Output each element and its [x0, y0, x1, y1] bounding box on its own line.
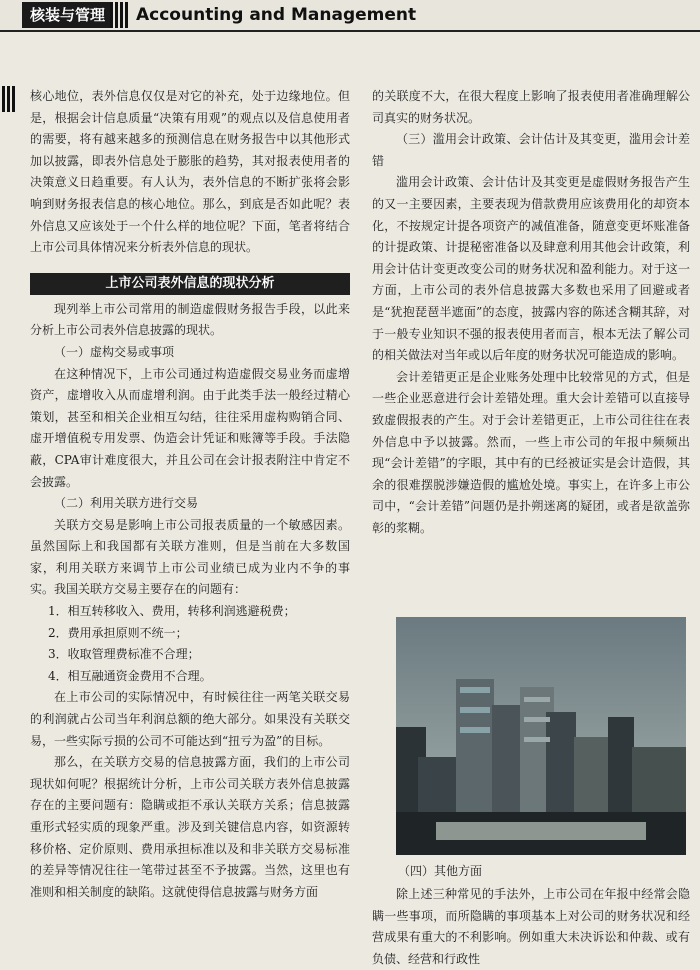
paragraph: 会计差错更正是企业账务处理中比较常见的方式，但是一些企业恶意进行会计差错处理。重大会计差错可以直接导致虚假报表的产生。对于会计差错更正，上市公司往往在表外信息中予以披露。然而，一些上市公司的年报中频频出现“会计差错”的字眼，其中有的已经被证实是会计造假，其余的很难摆脱涉嫌造假的尴尬处境。事实上，在许多上市公司中，“会计差错”问题仍是扑朔迷离的疑团，或者是欲盖弥彰的浆糊。 [372, 369, 690, 535]
paragraph: 核心地位，表外信息仅仅是对它的补充，处于边缘地位。但是，根据会计信息质量“决策有用观”的观点以及信息使用者的需要，将有越来越多的预测信息在财务报告中以其他形式加以披露，即表外信息处于膨胀的趋势，其对报表使用者的决策意义日趋重要。有人认为，表外信息的不断扩张将会影响到财务报表信息的核心地位。那么，到底是否如此呢？表外信息又应该处于一个什么样的地位呢？下面，笔者将结合上市公司具体情况来分析表外信息的现状。 [30, 89, 350, 255]
list-item: 2．费用承担原则不统一； [48, 625, 188, 640]
page-header [0, 0, 700, 32]
left-column [30, 86, 350, 903]
section-label-cn: 核装与管理 [22, 2, 113, 28]
subheading: （一）虚构交易或事项 [54, 344, 175, 359]
skyline-illustration [396, 617, 686, 855]
paragraph: 的关联度不大，在很大程度上影响了报表使用者准确理解公司真实的财务状况。 [372, 89, 690, 125]
right-column [372, 86, 690, 539]
paragraph: 除上述三种常见的手法外，上市公司在年报中经常会隐瞒一些事项，而所隐瞒的事项基本上对公司的财务状况和经营成果有重大的不利影响。例如重大未决诉讼和仲裁、或有负债、经营和行政性 [372, 887, 690, 966]
paragraph: 在这种情况下，上市公司通过构造虚假交易业务而虚增资产，虚增收入从而虚增利润。由于此类手法一般经过精心策划，甚至和相关企业相互勾结，往往采用虚构购销合同、虚开增值税专用发票、伪造会计凭证和账簿等手段。手法隐蔽，CPA审计难度很大，并且公司在会计报表附注中肯定不会披露。 [30, 366, 350, 489]
section-label-en: Accounting and Management [136, 5, 417, 25]
paragraph: 在上市公司的实际情况中，有时候往往一两笔关联交易的利润就占公司当年利润总额的绝大部分。如果没有关联交易，一些实际亏损的公司不可能达到“扭亏为盈”的目标。 [30, 690, 350, 748]
list-item: 1．相互转移收入、费用，转移利润逃避税费； [48, 604, 296, 619]
subheading: （四）其他方面 [398, 864, 483, 878]
paragraph: 那么，在关联方交易的信息披露方面，我们的上市公司现状如何呢？根据统计分析，上市公司关联方表外信息披露存在的主要问题有：隐瞒或拒不承认关联方关系；信息披露重形式轻实质的现象严重。涉及到关键信息内容，如资源转移价格、定价原则、费用承担标准以及和非关联方交易标准的差异等情况往往一笔带过甚至不予披露。当然，这里也有准则和相关制度的缺陷。这就使得信息披露与财务方面 [30, 755, 350, 899]
header-bars-middle [110, 2, 130, 28]
section-heading: 上市公司表外信息的现状分析 [30, 273, 350, 295]
subheading: （二）利用关联方进行交易 [54, 496, 199, 511]
paragraph: 关联方交易是影响上市公司报表质量的一个敏感因素。虽然国际上和我国都有关联方准则，但是当前在大多数国家，利用关联方来调节上市公司业绩已成为业内不争的事实。我国关联方交易主要存在的问题有： [30, 517, 350, 597]
right-column-bottom [372, 884, 690, 970]
city-skyline-photo [396, 617, 686, 855]
paragraph: 现列举上市公司常用的制造虚假财务报告手段，以此来分析上市公司表外信息披露的现状。 [30, 301, 350, 338]
subheading: （三）滥用会计政策、会计估计及其变更，滥用会计差错 [372, 132, 690, 168]
list-item: 4．相互融通资金费用不合理。 [48, 668, 212, 683]
paragraph: 滥用会计政策、会计估计及其变更是虚假财务报告产生的又一主要因素，主要表现为借款费用应该费用化的却资本化，不按规定计提各项资产的减值准备，随意变更坏账准备的计提政策、计提秘密准备以及肆意利用其他会计政策，利用会计估计变更改变公司的财务状况和盈利能力。对于这一方面，上市公司的表外信息披露大多数也采用了回避或者是“犹抱琵琶半遮面”的态度，披露内容的陈述含糊其辞，对于一般专业知识不强的报表使用者而言，根本无法了解公司的相关做法对当年或以后年度的财务状况可能造成的影响。 [372, 175, 690, 363]
list-item: 3．收取管理费标准不合理； [48, 647, 200, 662]
